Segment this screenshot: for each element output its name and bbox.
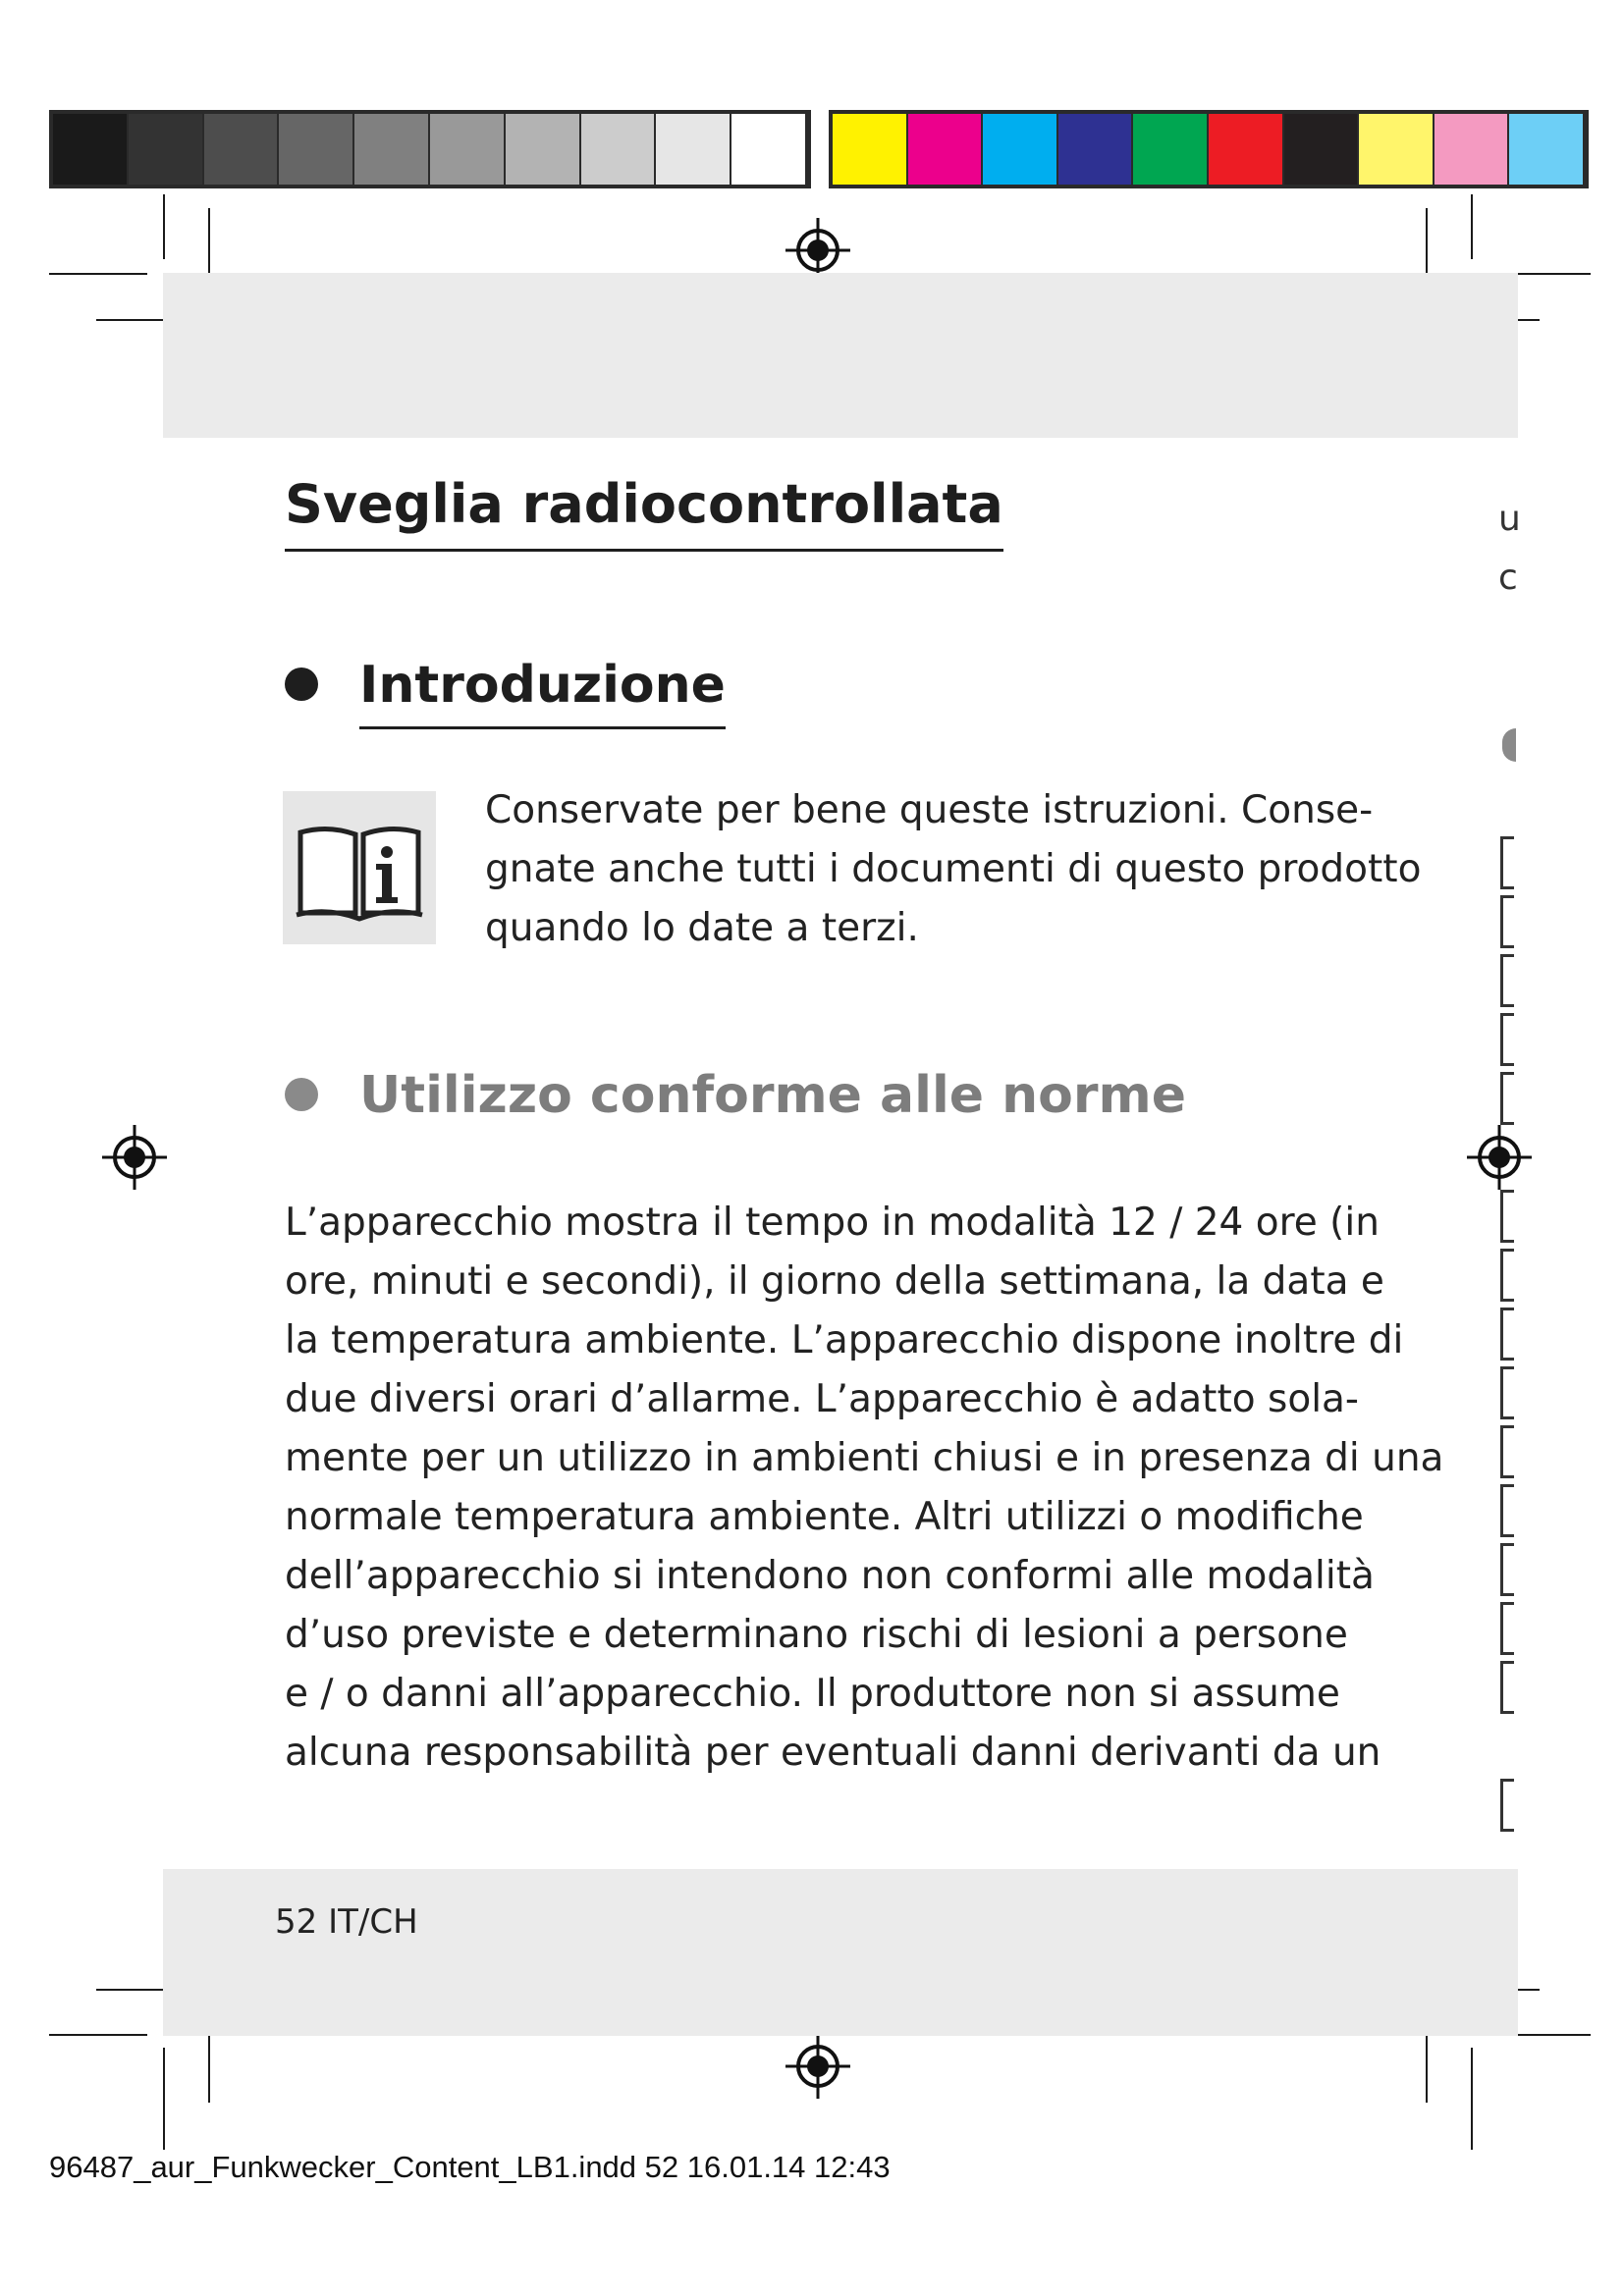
color-swatch [204,114,280,185]
edge-bracket [1500,1602,1514,1655]
edge-bracket [1500,954,1514,1007]
section-heading-introduction [285,656,726,729]
edge-bracket [1500,1543,1514,1596]
header-band [163,273,1518,438]
color-swatch [279,114,354,185]
text-line: alcuna responsabilità per eventuali danni derivanti da un [285,1731,1381,1775]
page-number: 52 IT/CH [275,1902,418,1942]
color-swatch [1509,114,1585,185]
color-swatch [908,114,984,185]
text-line: L’apparecchio mostra il tempo in modalità 12 / 24 ore (in [285,1201,1380,1245]
color-swatch [506,114,581,185]
process-color-bar [829,110,1589,188]
page-title: Sveglia radiocontrollata [285,473,1003,552]
text-line: gnate anche tutti i documenti di questo prodotto [485,847,1422,891]
text-line: mente per un utilizzo in ambienti chiusi e in presenza di una [285,1436,1444,1480]
registration-mark-icon [102,1125,167,1190]
edge-bracket [1500,1484,1514,1537]
text-line: dell’apparecchio si intendono non conformi alle modalità [285,1554,1375,1598]
crop-mark [49,273,147,275]
edge-bracket [1500,1072,1514,1125]
footer-band [163,1869,1518,2036]
color-swatch [129,114,204,185]
text-line: la temperatura ambiente. L’apparecchio dispone inoltre di [285,1318,1404,1362]
text-line: ore, minuti e secondi), il giorno della settimana, la data e [285,1259,1384,1304]
crop-mark [1471,194,1473,259]
edge-fragment: u [1498,499,1521,539]
edge-bracket [1500,1249,1514,1302]
color-swatch [1284,114,1360,185]
text-line: Conservate per bene queste istruzioni. Conse- [485,788,1374,832]
text-line: quando lo date a terzi. [485,906,919,950]
crop-mark [1426,2024,1428,2103]
text-line: e / o danni all’apparecchio. Il produttore non si assume [285,1672,1340,1716]
edge-fragment: c [1498,558,1518,598]
color-swatch [1435,114,1510,185]
color-swatch [731,114,807,185]
crop-mark [1471,2048,1473,2150]
bullet-dot-icon [285,1078,318,1111]
color-swatch [430,114,506,185]
color-swatch [1133,114,1209,185]
crop-mark [163,2048,165,2150]
crop-mark [208,2024,210,2103]
text-line: due diversi orari d’allarme. L’apparecchio è adatto sola- [285,1377,1359,1421]
section-heading-text: Introduzione [359,656,726,729]
registration-mark-icon [1467,1125,1532,1190]
registration-mark-icon [785,2034,850,2099]
color-swatch [833,114,908,185]
bullet-dot-icon [285,667,318,701]
edge-bracket [1500,1779,1514,1832]
edge-bracket [1500,895,1514,948]
edge-bracket [1500,1190,1514,1243]
section-heading-text: Utilizzo conforme alle norme [359,1066,1186,1125]
edge-bracket [1500,836,1514,889]
crop-mark [163,194,165,259]
color-swatch [1058,114,1134,185]
section-heading-intended-use [285,1066,1186,1125]
edge-bracket [1500,1308,1514,1361]
text-line: d’uso previste e determinano rischi di lesioni a persone [285,1613,1348,1657]
info-book-icon [283,791,436,944]
intro-paragraph [485,781,1422,958]
edge-bracket [1500,1366,1514,1419]
color-swatch [1209,114,1284,185]
color-swatch [1359,114,1435,185]
color-swatch [53,114,129,185]
crop-mark [49,2034,147,2036]
color-swatch [581,114,657,185]
edge-bracket [1500,1013,1514,1066]
color-swatch [656,114,731,185]
grayscale-color-bar [49,110,811,188]
color-swatch [354,114,430,185]
edge-bracket [1500,1661,1514,1714]
edge-bracket [1500,1425,1514,1478]
intended-use-paragraph [285,1194,1444,1783]
color-swatch [983,114,1058,185]
edge-bullet-icon [1502,728,1516,762]
print-slug: 96487_aur_Funkwecker_Content_LB1.indd 52 16.01.14 12:43 [49,2150,891,2184]
text-line: normale temperatura ambiente. Altri utilizzi o modifiche [285,1495,1364,1539]
